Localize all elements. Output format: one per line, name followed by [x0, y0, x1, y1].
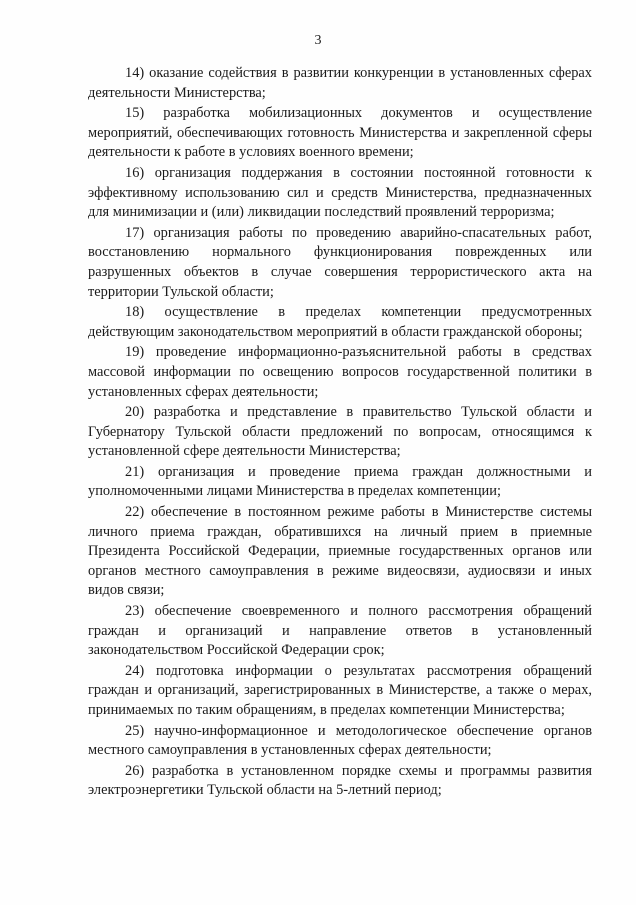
list-item: 18) осуществление в пределах компетенции предусмотренных действующим законодательством мероприятий в области гражданской обороны;: [88, 304, 592, 340]
list-item: 16) организация поддержания в состоянии постоянной готовности к эффективному использованию сил и средств Министерства, предназначенных для минимизации и (или) ликвидации последствий проявлений терроризма;: [88, 164, 592, 221]
list-item: 25) научно-информационное и методологическое обеспечение органов местного самоуправления в установленных сферах деятельности;: [88, 722, 592, 759]
list-item: 17) организация работы по проведению аварийно-спасательных работ, восстановлению нормального функционирования поврежденных или разрушенных объектов в случае совершения террористического акта на территории Тульской области;: [88, 224, 592, 300]
list-item: 24) подготовка информации о результатах рассмотрения обращений граждан и организаций, зарегистрированных в Министерстве, а также о мерах, принимаемых по таким обращениям, в пределах компетенции Министерства;: [88, 662, 592, 718]
list-item: 23) обеспечение своевременного и полного рассмотрения обращений граждан и организаций и направление ответов в установленный законодательством Российской Федерации срок;: [88, 603, 592, 659]
list-item: 22) обеспечение в постоянном режиме работы в Министерстве системы личного приема граждан, обратившихся на личный прием в приемные Президента Российской Федерации, приемные государственных органов или органов местного самоуправления в режиме видеосвязи, аудиосвязи и иных видов связи;: [88, 504, 592, 599]
list-item: 14) оказание содействия в развитии конкуренции в установленных сферах деятельности Министерства;: [88, 65, 592, 101]
list-item: 20) разработка и представление в правительство Тульской области и Губернатору Тульской области предложений по вопросам, относящимся к установленной сфере деятельности Министерства;: [88, 404, 592, 460]
list-item: 15) разработка мобилизационных документов и осуществление мероприятий, обеспечивающих готовность Министерства и закрепленной сферы деятельности к работе в условиях военного времени;: [88, 105, 592, 161]
list-item: 19) проведение информационно-разъяснительной работы в средствах массовой информации по освещению вопросов государственной политики в установленных сферах деятельности;: [88, 344, 592, 400]
list-item: 21) организация и проведение приема граждан должностными и уполномоченными лицами Министерства в пределах компетенции;: [88, 463, 592, 500]
page-number: 3: [314, 33, 322, 48]
list-item: 26) разработка в установленном порядке схемы и программы развития электроэнергетики Тульской области на 5-летний период;: [88, 762, 592, 799]
document-body: [88, 64, 592, 801]
